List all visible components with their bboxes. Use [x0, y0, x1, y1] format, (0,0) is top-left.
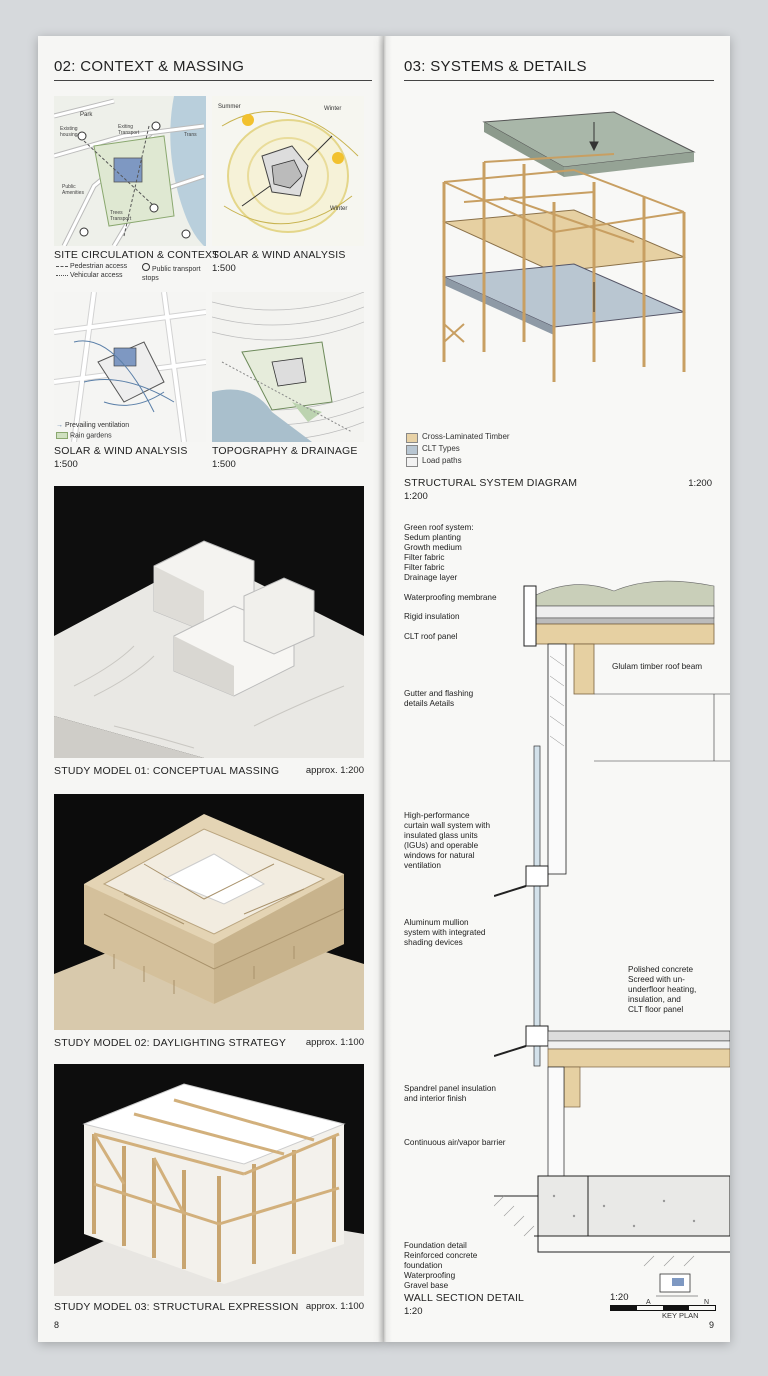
map1-legend-transport: Public transport stops [142, 263, 212, 283]
svg-text:Transport: Transport [118, 130, 140, 136]
svg-text:Trans: Trans [184, 132, 197, 138]
map3-caption: SOLAR & WIND ANALYSIS [54, 445, 188, 457]
svg-text:housing: housing [60, 132, 78, 138]
winter-label-bottom: Winter [330, 206, 348, 212]
model2-scale: approx. 1:100 [305, 1037, 364, 1048]
solar-analysis-map [212, 96, 364, 246]
right-page-number: 9 [708, 1320, 714, 1330]
right-page-header: 03: SYSTEMS & DETAILS [404, 58, 587, 75]
summer-label: Summer [218, 104, 241, 110]
map1-legend-vehicular: Vehicular access [56, 272, 122, 281]
annotation-rigid-insulation: Rigid insulation [404, 612, 460, 621]
annotation-clt-roof-panel: CLT roof panel [404, 632, 458, 641]
annotation-glulam-beam: Glulam timber roof beam [612, 662, 703, 671]
legend-swatch-clt [406, 433, 418, 443]
model2-caption: STUDY MODEL 02: DAYLIGHTING STRATEGY [54, 1037, 287, 1049]
structural-scale: 1:200 [404, 491, 428, 502]
annotation-foundation: Foundation detail Reinforced concrete foundation Waterproofing Gravel base [404, 1241, 478, 1290]
map4-caption: TOPOGRAPHY & DRAINAGE [212, 445, 358, 457]
study-model-01-photo [54, 486, 364, 758]
legend-load-paths: Load paths [422, 456, 462, 465]
svg-text:Exiting: Exiting [118, 124, 134, 130]
legend-swatch-load-paths [406, 457, 418, 467]
book-gutter [378, 36, 392, 1342]
wall-section-drawing [494, 536, 730, 1271]
annotation-aluminum-mullion: Aluminum mullion system with integrated shading devices [404, 918, 486, 947]
legend-clt-types: CLT Types [422, 444, 460, 453]
wall-section-caption: WALL SECTION DETAIL [404, 1292, 525, 1304]
key-plan-diagram [650, 1270, 704, 1302]
svg-text:Existing: Existing [60, 126, 78, 132]
map3-legend-ventilation: → Prevailing ventilation [56, 422, 130, 429]
annotation-air-vapor-barrier: Continuous air/vapor barrier [404, 1138, 506, 1147]
model3-scale: approx. 1:100 [305, 1301, 364, 1312]
model3-caption: STUDY MODEL 03: STRUCTURAL EXPRESSION [54, 1301, 299, 1313]
left-page-number: 8 [54, 1320, 60, 1330]
wind-analysis-map [54, 292, 206, 442]
winter-label-top: Winter [324, 106, 342, 112]
legend-clt: Cross-Laminated Timber [422, 432, 510, 441]
svg-text:Trees: Trees [110, 210, 123, 216]
header-rule [54, 80, 372, 81]
left-page-header: 02: CONTEXT & MASSING [54, 58, 245, 75]
map1-legend-pedestrian: Pedestrian access [56, 263, 127, 272]
wall-section-scale: 1:20 [404, 1306, 423, 1317]
map4-scale: 1:500 [212, 459, 236, 470]
park-label: Park [80, 112, 93, 118]
site-circulation-map [54, 96, 206, 246]
left-page [38, 36, 384, 1342]
annotation-green-roof: Green roof system: Sedum planting Growth medium Filter fabric Filter fabric Drainage layer [404, 523, 474, 582]
map3-legend-gardens: Rain gardens [56, 432, 112, 441]
annotation-curtain-wall: High-performance curtain wall system with insulated glass units (IGUs) and operable windows for natural ventilation [404, 811, 490, 870]
model1-scale: approx. 1:200 [305, 765, 364, 776]
key-plan-label: KEY PLAN [662, 1311, 699, 1320]
header-rule [404, 80, 714, 81]
bar-scale [610, 1305, 716, 1311]
structural-caption: STRUCTURAL SYSTEM DIAGRAM [404, 477, 578, 489]
key-plan-mark-a: A [646, 1299, 651, 1306]
model1-caption: STUDY MODEL 01: CONCEPTUAL MASSING [54, 765, 280, 777]
legend-swatch-clt-types [406, 445, 418, 455]
svg-text:Transport: Transport [110, 216, 132, 222]
key-plan-mark-n: N [704, 1299, 710, 1306]
bar-scale-label: 1:20 [610, 1292, 629, 1303]
right-page [384, 36, 730, 1342]
structural-scale-right: 1:200 [688, 478, 712, 489]
topography-map [212, 292, 364, 442]
study-model-03-photo [54, 1064, 364, 1296]
map3-scale: 1:500 [54, 459, 78, 470]
annotation-polished-concrete: Polished concrete Screed with un- underfloor heating, insulation, and CLT floor panel [628, 965, 697, 1014]
svg-text:Amenities: Amenities [62, 190, 84, 196]
map2-caption: SOLAR & WIND ANALYSIS [212, 249, 346, 261]
study-model-02-photo [54, 794, 364, 1030]
map2-scale: 1:500 [212, 263, 236, 274]
annotation-spandrel-panel: Spandrel panel insulation and interior finish [404, 1084, 496, 1103]
annotation-gutter-flashing: Gutter and flashing details Aetails [404, 689, 474, 708]
structural-axonometric-drawing [414, 92, 714, 382]
annotation-waterproofing-membrane: Waterproofing membrane [404, 593, 497, 602]
map1-caption: SITE CIRCULATION & CONTEXT [54, 249, 219, 261]
svg-text:Public: Public [62, 184, 76, 190]
